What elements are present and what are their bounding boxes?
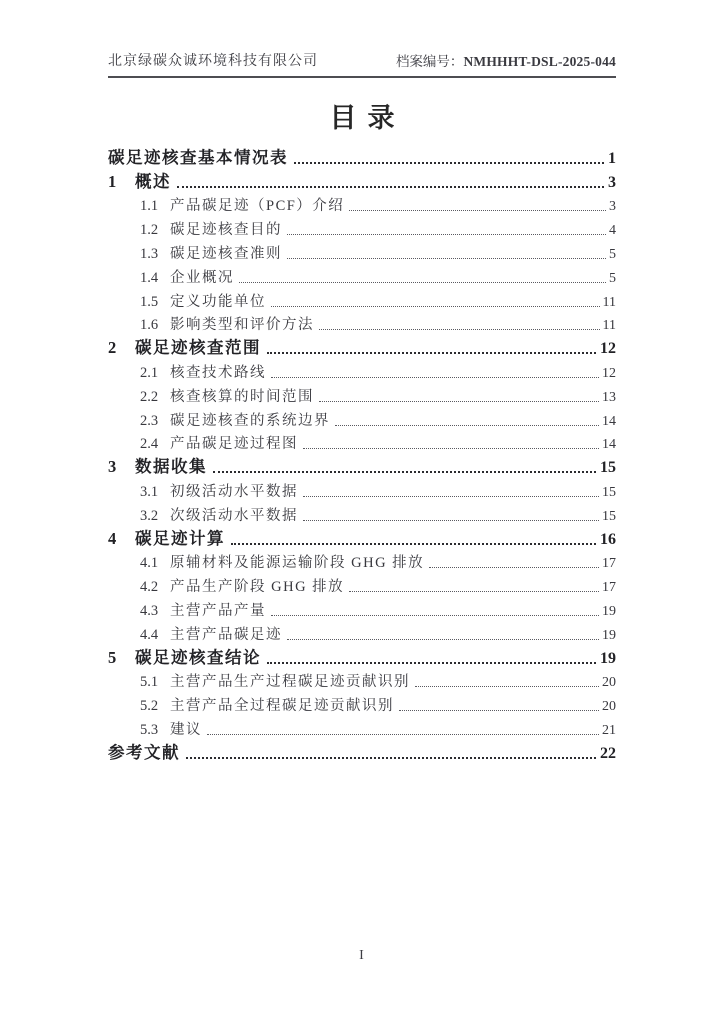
toc-leader-dots bbox=[335, 425, 599, 426]
toc-entry-number: 1.3 bbox=[140, 245, 159, 262]
toc-entry-page: 22 bbox=[600, 744, 616, 762]
toc-leader-dots bbox=[415, 686, 599, 687]
toc-entry-label: 碳足迹核查的系统边界 bbox=[170, 412, 330, 429]
toc-entry-label: 碳足迹计算 bbox=[135, 528, 225, 548]
toc-entry-page: 15 bbox=[602, 484, 616, 500]
toc-entry[interactable] bbox=[108, 453, 616, 477]
toc-entry[interactable] bbox=[108, 287, 616, 311]
toc-entry-label: 产品碳足迹过程图 bbox=[170, 436, 298, 453]
toc-entry-label: 碳足迹核查范围 bbox=[135, 338, 261, 358]
toc-entry[interactable] bbox=[108, 334, 616, 358]
toc-entry-page: 5 bbox=[609, 270, 616, 286]
toc-entry-number: 3.1 bbox=[140, 483, 159, 500]
toc-entry-page: 3 bbox=[608, 173, 616, 191]
toc-entry-number: 5.3 bbox=[140, 721, 159, 738]
toc-leader-dots bbox=[177, 186, 604, 188]
toc-leader-dots bbox=[349, 591, 599, 592]
toc-entry[interactable] bbox=[108, 430, 616, 454]
toc-entry[interactable] bbox=[108, 549, 616, 573]
toc-leader-dots bbox=[294, 162, 604, 164]
toc-entry-page: 19 bbox=[602, 603, 616, 619]
toc-entry[interactable] bbox=[108, 691, 616, 715]
toc-leader-dots bbox=[287, 639, 599, 640]
toc-entry[interactable] bbox=[108, 239, 616, 263]
toc-entry-label: 次级活动水平数据 bbox=[170, 507, 298, 524]
toc-entry-label: 产品生产阶段 GHG 排放 bbox=[170, 579, 345, 596]
toc-leader-dots bbox=[271, 377, 599, 378]
toc-entry[interactable] bbox=[108, 596, 616, 620]
toc-entry-label: 定义功能单位 bbox=[170, 293, 266, 310]
toc-entry-label: 概述 bbox=[135, 171, 171, 191]
toc-entry-number: 5 bbox=[108, 647, 117, 667]
toc-entry-page: 19 bbox=[600, 649, 616, 667]
toc-entry-number: 2.4 bbox=[140, 436, 159, 453]
toc-entry-label: 建议 bbox=[170, 721, 202, 738]
toc-entry-page: 19 bbox=[602, 627, 616, 643]
toc-entry-number: 1.4 bbox=[140, 269, 159, 286]
toc-entry-label: 初级活动水平数据 bbox=[170, 483, 298, 500]
toc-entry-page: 17 bbox=[602, 556, 616, 572]
toc-entry[interactable] bbox=[108, 644, 616, 668]
toc-leader-dots bbox=[303, 448, 599, 449]
toc-entry-page: 20 bbox=[602, 699, 616, 715]
toc-entry[interactable] bbox=[108, 501, 616, 525]
toc-entry-number: 2 bbox=[108, 338, 117, 358]
toc-entry-label: 主营产品全过程碳足迹贡献识别 bbox=[170, 698, 394, 715]
toc-entry-page: 16 bbox=[600, 530, 616, 548]
toc-entry-page: 14 bbox=[602, 437, 616, 453]
toc-entry-label: 碳足迹核查基本情况表 bbox=[108, 147, 288, 167]
toc-entry[interactable] bbox=[108, 477, 616, 501]
toc-entry-label: 企业概况 bbox=[170, 269, 234, 286]
toc-entry-page: 12 bbox=[600, 340, 616, 358]
toc-entry-number: 4.2 bbox=[140, 579, 159, 596]
file-number-label: 档案编号： bbox=[395, 54, 464, 69]
toc-entry-number: 1 bbox=[108, 171, 117, 191]
toc-leader-dots bbox=[349, 210, 606, 211]
toc-entry-label: 核查核算的时间范围 bbox=[170, 388, 314, 405]
toc-leader-dots bbox=[271, 615, 599, 616]
toc-leader-dots bbox=[303, 520, 599, 521]
toc-entry-number: 3 bbox=[108, 457, 117, 477]
toc-entry-number: 4 bbox=[108, 528, 117, 548]
toc-entry-label: 产品碳足迹（PCF）介绍 bbox=[170, 198, 345, 215]
toc-entry-number: 5.1 bbox=[140, 674, 159, 691]
toc-entry[interactable] bbox=[108, 263, 616, 287]
page-header bbox=[108, 0, 616, 78]
toc-leader-dots bbox=[267, 352, 596, 354]
toc-leader-dots bbox=[271, 306, 600, 307]
toc-entry-label: 碳足迹核查结论 bbox=[135, 647, 261, 667]
toc-entry-page: 4 bbox=[609, 223, 616, 239]
toc-entry-number: 2.1 bbox=[140, 364, 159, 381]
toc-entry-number: 3.2 bbox=[140, 507, 159, 524]
toc-entry-number: 4.3 bbox=[140, 602, 159, 619]
toc-entry[interactable] bbox=[108, 144, 616, 168]
toc-entry[interactable] bbox=[108, 715, 616, 739]
toc-leader-dots bbox=[303, 496, 599, 497]
toc-entry[interactable] bbox=[108, 406, 616, 430]
toc-entry-number: 2.2 bbox=[140, 388, 159, 405]
toc-entry-page: 12 bbox=[602, 365, 616, 381]
toc-entry-number: 4.4 bbox=[140, 626, 159, 643]
toc-entry-page: 3 bbox=[609, 199, 616, 215]
toc-leader-dots bbox=[319, 401, 599, 402]
toc-leader-dots bbox=[429, 567, 599, 568]
toc-leader-dots bbox=[186, 757, 596, 759]
toc-entry[interactable] bbox=[108, 358, 616, 382]
toc-entry-page: 17 bbox=[602, 580, 616, 596]
toc-entry-page: 11 bbox=[602, 318, 616, 334]
toc-entry-page: 13 bbox=[602, 389, 616, 405]
toc-entry[interactable] bbox=[108, 168, 616, 192]
toc-entry-page: 15 bbox=[602, 508, 616, 524]
toc-entry-number: 1.1 bbox=[140, 198, 159, 215]
toc-entry-page: 5 bbox=[609, 246, 616, 262]
toc-list bbox=[108, 144, 616, 763]
toc-entry-label: 数据收集 bbox=[135, 457, 207, 477]
toc-entry[interactable] bbox=[108, 311, 616, 335]
toc-entry-page: 15 bbox=[600, 459, 616, 477]
toc-leader-dots bbox=[399, 710, 599, 711]
toc-entry[interactable] bbox=[108, 192, 616, 216]
toc-entry-label: 原辅材料及能源运输阶段 GHG 排放 bbox=[170, 555, 425, 572]
toc-entry-page: 11 bbox=[602, 294, 616, 310]
toc-leader-dots bbox=[213, 471, 596, 473]
toc-leader-dots bbox=[319, 329, 600, 330]
toc-entry-page: 20 bbox=[602, 675, 616, 691]
toc-entry-label: 碳足迹核查准则 bbox=[170, 245, 282, 262]
toc-entry-number: 1.5 bbox=[140, 293, 159, 310]
toc-entry[interactable] bbox=[108, 620, 616, 644]
toc-entry-label: 碳足迹核查目的 bbox=[170, 222, 282, 239]
toc-leader-dots bbox=[231, 543, 596, 545]
toc-entry[interactable] bbox=[108, 739, 616, 763]
toc-entry[interactable] bbox=[108, 215, 616, 239]
toc-entry-label: 主营产品碳足迹 bbox=[170, 626, 282, 643]
toc-entry[interactable] bbox=[108, 525, 616, 549]
toc-entry-label: 主营产品生产过程碳足迹贡献识别 bbox=[170, 674, 410, 691]
toc-entry-page: 21 bbox=[602, 722, 616, 738]
toc-leader-dots bbox=[267, 662, 596, 664]
toc-entry[interactable] bbox=[108, 572, 616, 596]
toc-entry-label: 主营产品产量 bbox=[170, 602, 266, 619]
toc-leader-dots bbox=[287, 234, 606, 235]
toc-entry-page: 14 bbox=[602, 413, 616, 429]
toc-entry-number: 1.2 bbox=[140, 222, 159, 239]
toc-leader-dots bbox=[287, 258, 606, 259]
file-number bbox=[396, 50, 616, 70]
page-title: 目录 bbox=[329, 103, 406, 133]
toc-entry[interactable] bbox=[108, 668, 616, 692]
toc-entry-number: 4.1 bbox=[140, 555, 159, 572]
toc-entry-number: 2.3 bbox=[140, 412, 159, 429]
footer-page-number: I bbox=[359, 948, 365, 963]
toc-entry-number: 5.2 bbox=[140, 698, 159, 715]
toc-entry-label: 参考文献 bbox=[108, 742, 180, 762]
toc-leader-dots bbox=[207, 734, 599, 735]
toc-entry-label: 核查技术路线 bbox=[170, 364, 266, 381]
toc-entry-page: 1 bbox=[608, 149, 616, 167]
toc-entry-label: 影响类型和评价方法 bbox=[170, 317, 314, 334]
toc-leader-dots bbox=[239, 282, 606, 283]
company-name: 北京绿碳众诚环境科技有限公司 bbox=[108, 54, 318, 69]
file-number-value: NMHHHT-DSL-2025-044 bbox=[463, 54, 616, 69]
toc-entry[interactable] bbox=[108, 382, 616, 406]
toc-entry-number: 1.6 bbox=[140, 317, 159, 334]
